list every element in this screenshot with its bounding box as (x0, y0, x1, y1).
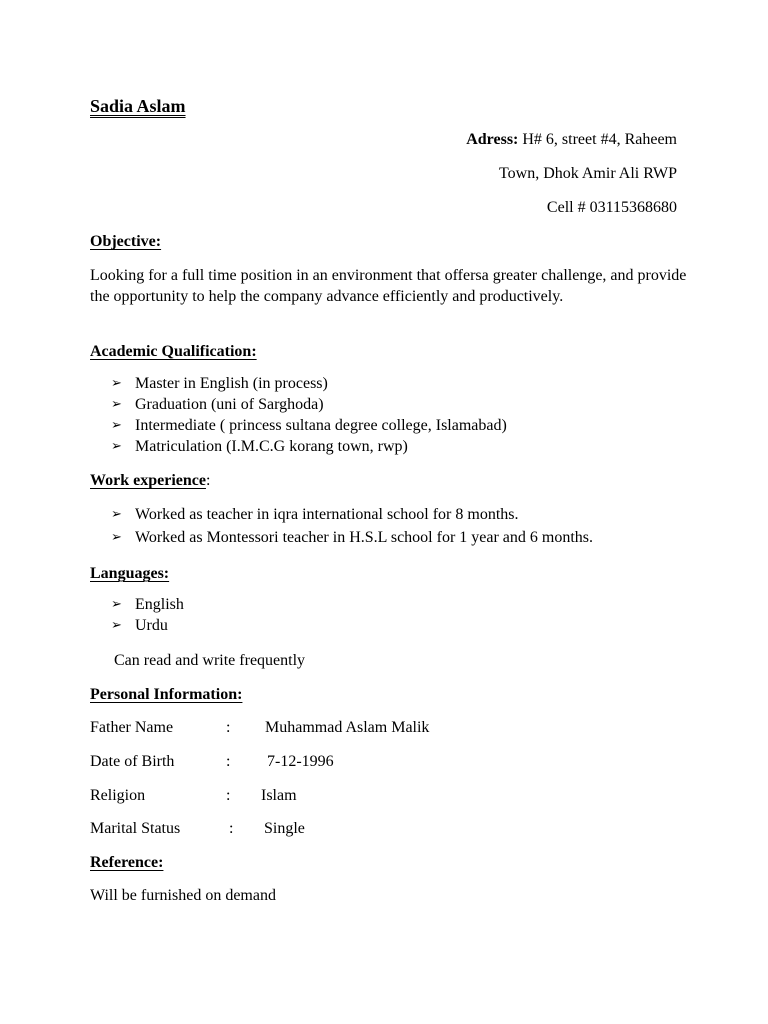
address-line-2: Town, Dhok Amir Ali RWP (498, 165, 677, 182)
field-value: Islam (261, 787, 297, 804)
field-value: Single (264, 820, 305, 837)
objective-text: Looking for a full time position in an environment that offersa greater challenge, and provide the opportunity to help the company advance efficiently and productively. (90, 267, 687, 305)
field-value: Muhammad Aslam Malik (265, 719, 430, 736)
arrow-bullet-icon: ➢ (111, 376, 122, 391)
list-item: ➢ Matriculation (I.M.C.G korang town, rwp) (111, 438, 408, 455)
academic-heading: Academic Qualification: (90, 343, 257, 360)
address-line-1 (466, 130, 677, 151)
languages-heading: Languages: (90, 565, 170, 582)
address-line-1-text: H# 6, street #4, Raheem (522, 131, 677, 148)
list-item: ➢ Worked as Montessori teacher in H.S.L school for 1 year and 6 months. (111, 529, 594, 546)
list-item: ➢ Graduation (uni of Sarghoda) (111, 396, 324, 413)
field-separator: : (226, 719, 231, 736)
reference-text: Will be furnished on demand (90, 887, 276, 904)
arrow-bullet-icon: ➢ (111, 530, 122, 545)
address-label: Adress: (466, 131, 519, 148)
personal-heading: Personal Information: (90, 686, 243, 703)
arrow-bullet-icon: ➢ (111, 397, 122, 412)
field-separator: : (226, 787, 231, 804)
list-item: ➢ English (111, 596, 184, 613)
work-list (111, 505, 593, 551)
field-separator: : (226, 753, 231, 770)
arrow-bullet-icon: ➢ (111, 507, 122, 522)
objective-heading: Objective: (90, 233, 162, 250)
arrow-bullet-icon: ➢ (111, 439, 122, 454)
field-label: Religion (90, 787, 146, 804)
list-item: ➢ Master in English (in process) (111, 375, 328, 392)
cell-number: Cell # 03115368680 (546, 199, 677, 216)
languages-note: Can read and write frequently (114, 652, 306, 669)
academic-list (111, 374, 507, 458)
arrow-bullet-icon: ➢ (111, 418, 122, 433)
field-separator: : (229, 820, 234, 837)
field-label: Father Name (90, 719, 174, 736)
field-label: Marital Status (90, 820, 181, 837)
arrow-bullet-icon: ➢ (111, 597, 122, 612)
reference-heading: Reference: (90, 854, 164, 871)
list-item: ➢ Intermediate ( princess sultana degree college, Islamabad) (111, 417, 507, 434)
field-label: Date of Birth (90, 753, 175, 770)
list-item: ➢ Worked as teacher in iqra international school for 8 months. (111, 506, 519, 523)
resume-name: Sadia Aslam (90, 96, 186, 116)
work-heading-line (90, 471, 210, 492)
work-heading: Work experience (90, 472, 206, 489)
field-value: 7-12-1996 (267, 753, 334, 770)
languages-list (111, 595, 184, 637)
work-heading-colon: : (205, 472, 211, 489)
arrow-bullet-icon: ➢ (111, 618, 122, 633)
list-item: ➢ Urdu (111, 617, 168, 634)
